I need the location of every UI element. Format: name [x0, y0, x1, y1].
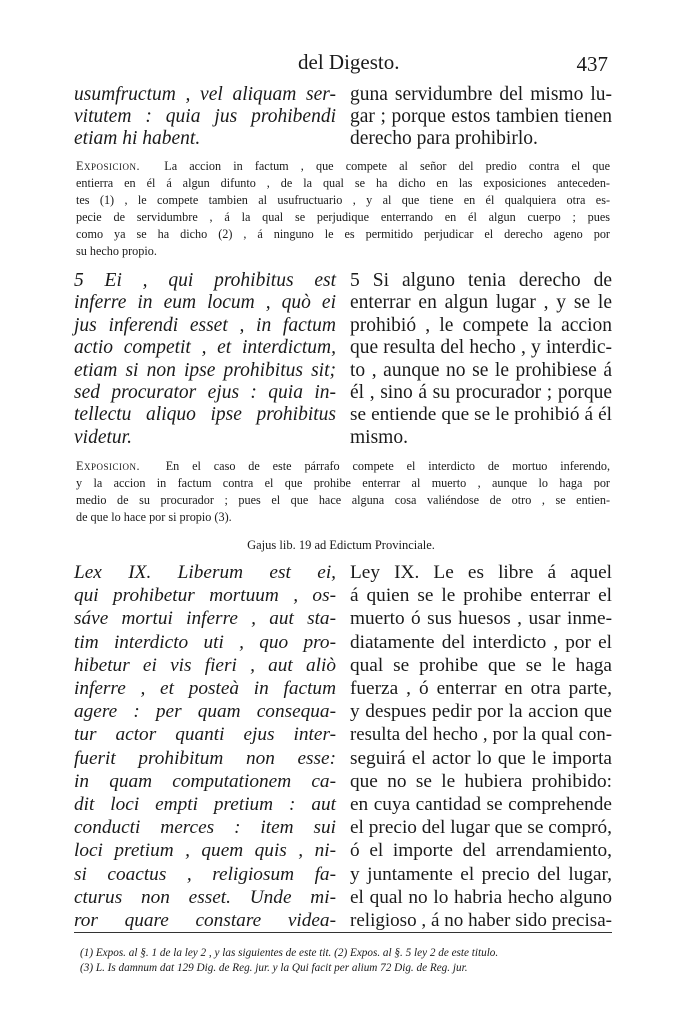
- latin-line: tur actor quanti ejus inter-: [74, 724, 336, 746]
- latin-line: si coactus , religiosum fa-: [74, 863, 336, 885]
- latin-line: vitutem : quia jus prohibendi: [74, 106, 336, 127]
- section-3: [74, 561, 612, 932]
- page-number: 437: [576, 52, 608, 76]
- footnotes: [80, 946, 610, 976]
- spanish-line: diatamente del interdicto , por el: [350, 631, 612, 653]
- latin-line: sed procurator ejus : quia in-: [74, 382, 336, 404]
- source-rubric: Gajus lib. 19 ad Edictum Provinciale.: [247, 538, 435, 552]
- exposition-line: como ya se ha dicho (2) , á ninguno le es permitido perjudicar el derecho ageno por: [76, 227, 610, 241]
- exposition-line: tes (1) , le compete tambien al usufructuario , y al que tiene en él qualquiera otra es-: [76, 193, 610, 207]
- latin-line: etiam hi habent.: [74, 128, 201, 149]
- spanish-line: á quien se le prohibe enterrar el: [350, 585, 612, 607]
- latin-line: jus inferendi esset , in factum: [74, 314, 336, 336]
- footnote-line: (1) Expos. al §. 1 de la ley 2 , y las siguientes de este tit. (2) Expos. al §. 5 ley 2 de este titulo.: [80, 947, 499, 959]
- latin-line: cturus non esset. Unde mi-: [74, 886, 336, 908]
- spanish-line: to , aunque no se le prohibiese á: [350, 359, 612, 381]
- footnote-line: (3) L. Is damnum dat 129 Dig. de Reg. jur. y la Qui facit per alium 72 Dig. de Reg. jur.: [80, 962, 468, 974]
- latin-line: videtur.: [74, 426, 132, 448]
- spanish-column: [350, 84, 612, 150]
- spanish-line: gar ; porque estos tambien tienen: [350, 106, 612, 127]
- running-title: del Digesto.: [298, 50, 400, 74]
- exposition-label: Exposicion.: [76, 459, 140, 473]
- spanish-line: y juntamente el precio del lugar,: [350, 863, 612, 885]
- exposition-text: En el caso de este párrafo compete el interdicto de mortuo inferendo,: [165, 459, 611, 473]
- latin-line: in quam computationem ca-: [74, 770, 336, 792]
- exposition-line: [76, 158, 610, 175]
- latin-line: conducti merces : item sui: [74, 817, 336, 839]
- spanish-line: fuerza , ó enterrar en otra parte,: [350, 678, 612, 700]
- exposition-1: [76, 158, 610, 260]
- exposition-line: y la accion in factum contra el que prohibe enterrar al muerto , aunque lo haga por: [76, 476, 610, 490]
- spanish-column: [350, 270, 612, 449]
- exposition-line: [76, 458, 610, 475]
- spanish-line: seguirá el actor lo que le importa: [350, 747, 612, 769]
- latin-line: loci pretium , quem quis , ni-: [74, 840, 336, 862]
- latin-line: fuerit prohibitum non esse:: [74, 747, 336, 769]
- spanish-line: en cuya cantidad se comprehende: [350, 794, 612, 816]
- spanish-line: religioso , á no haber sido precisa-: [350, 910, 612, 932]
- exposition-line: medio de su procurador ; pues el que hace alguna cosa valiéndose de otro , se entien-: [76, 493, 610, 507]
- latin-line: tellectu aliquo ipse prohibitus: [74, 404, 336, 426]
- spanish-column: [350, 561, 612, 932]
- spanish-line: resulta del hecho , por la qual con-: [350, 724, 612, 746]
- page-header: [0, 50, 682, 84]
- exposition-label: Exposicion.: [76, 159, 140, 173]
- spanish-line: muerto ó sus huesos , usar inme-: [350, 608, 612, 630]
- spanish-line: él , sino á su procurador ; porque: [350, 382, 612, 404]
- latin-line: inferre , et posteà in factum: [74, 678, 336, 700]
- latin-line: agere : per quam consequa-: [74, 701, 336, 723]
- latin-line: dit loci empti pretium : aut: [74, 794, 336, 816]
- latin-line: 5 Ei , qui prohibitus est: [74, 270, 336, 291]
- spanish-line: se entiende que se le prohibió á él: [350, 404, 612, 426]
- spanish-line: y despues pedir por la accion que: [350, 701, 612, 723]
- latin-line: tim interdicto uti , quo pro-: [74, 631, 336, 653]
- exposition-line: entierra en él á algun difunto , de la qual se ha dicho en las exposiciones anteceden-: [76, 176, 610, 190]
- latin-line: actio competit , et interdictum,: [74, 337, 336, 359]
- latin-line: usumfructum , vel aliquam ser-: [74, 84, 336, 105]
- latin-line: etiam si non ipse prohibitus sit;: [74, 359, 336, 381]
- spanish-line: el qual no lo habria hecho alguno: [350, 886, 612, 908]
- spanish-line: el precio del lugar que se compró,: [350, 817, 612, 839]
- latin-line: inferre in eum locum , quò ei: [74, 292, 336, 314]
- spanish-line: 5 Si alguno tenia derecho de: [350, 270, 612, 291]
- spanish-line: enterrar en algun lugar , y se le: [350, 292, 612, 314]
- section-1: [74, 84, 612, 150]
- spanish-line: que resulta del hecho , y interdic-: [350, 337, 612, 359]
- spanish-line: mismo.: [350, 426, 408, 448]
- spanish-line: que no se le hubiera prohibido:: [350, 770, 612, 792]
- latin-line: sáve mortui inferre , aut sta-: [74, 608, 336, 630]
- exposition-line: de que lo hace por si propio (3).: [76, 510, 232, 524]
- latin-line: Lex IX. Liberum est ei,: [74, 562, 336, 583]
- latin-column: [74, 84, 336, 150]
- exposition-line: su hecho propio.: [76, 244, 157, 258]
- exposition-2: [76, 458, 610, 526]
- latin-column: [74, 561, 336, 932]
- spanish-line: ó el importe del arrendamiento,: [350, 840, 612, 862]
- spanish-line: derecho para prohibirlo.: [350, 128, 538, 149]
- section-2: [74, 270, 612, 449]
- latin-line: hibetur ei vis fieri , aut aliò: [74, 654, 336, 676]
- spanish-line: prohibió , le compete la accion: [350, 314, 612, 336]
- exposition-line: pecie de servidumbre , á la qual se perjudique enterrando en él algun cuerpo ; pues: [76, 210, 610, 224]
- exposition-text: La accion in factum , que compete al señor del predio contra el que: [164, 159, 611, 173]
- latin-column: [74, 270, 336, 449]
- spanish-line: qual se prohibe que se le haga: [350, 654, 612, 676]
- latin-line: ror quare constare videa-: [74, 910, 336, 932]
- latin-line: qui prohibetur mortuum , os-: [74, 585, 336, 607]
- spanish-line: Ley IX. Le es libre á aquel: [350, 562, 612, 583]
- footnote-rule: [74, 932, 612, 933]
- spanish-line: guna servidumbre del mismo lu-: [350, 84, 612, 105]
